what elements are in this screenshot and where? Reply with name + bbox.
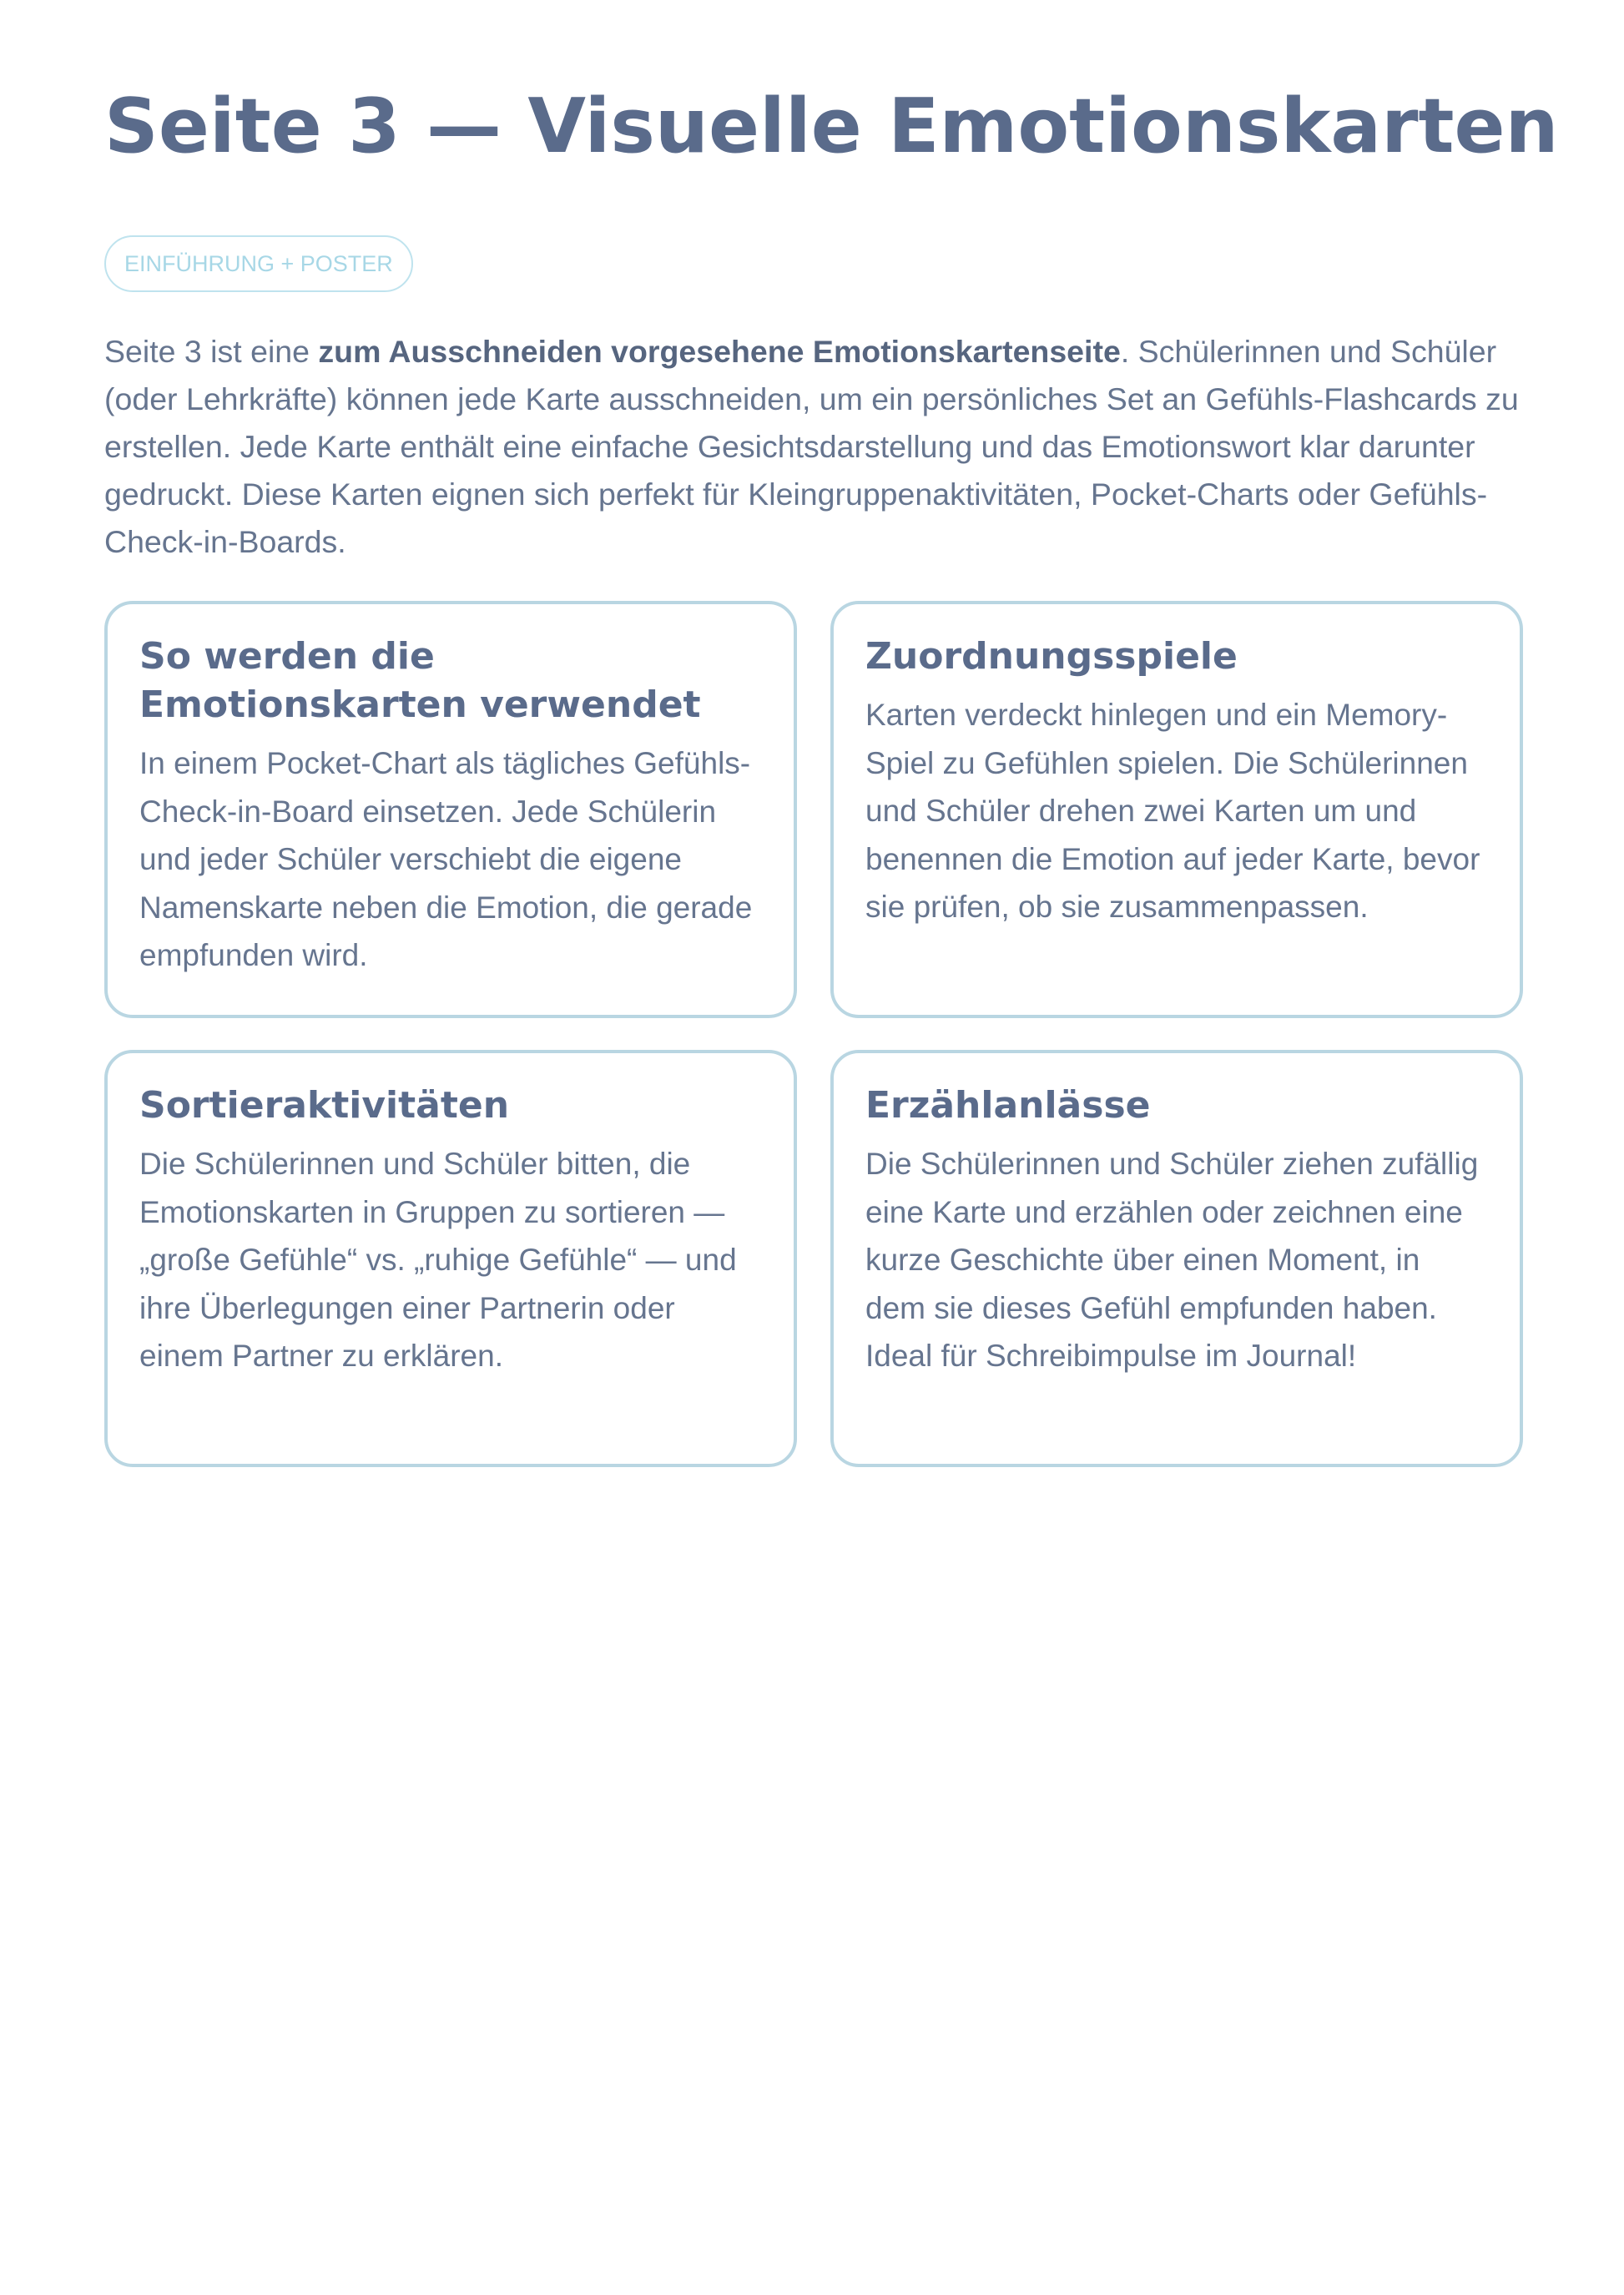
card-sortieraktivitaeten [104, 1050, 797, 1467]
card-title: Sortieraktivitäten [139, 1084, 510, 1127]
card-erzaehlanlaesse [830, 1050, 1523, 1467]
card-title: Zuordnungsspiele [865, 635, 1238, 678]
section-tag-badge: EINFÜHRUNG + POSTER [104, 235, 413, 292]
card-title: So werden die Emotionskarten verwendet [139, 635, 701, 726]
card-text: Die Schülerinnen und Schüler bitten, die Emotionskarten in Gruppen zu sortieren — „große Gefühle“ vs. „ruhige Gefühle“ — und ihre Überlegungen einer Partnerin oder einem Partner zu erklären. [139, 1147, 737, 1373]
intro-suffix: . Schülerinnen und Schüler (oder Lehrkräfte) können jede Karte ausschneiden, um ein persönliches Set an Gefühls-Flashcards zu erstellen. Jede Karte enthält eine einfache Gesichtsdarstellung und das Emotionswort klar darunter gedruckt. Diese Karten eignen sich perfekt für Kleingruppenaktivitäten, Pocket-Charts oder Gefühls-Check-in-Boards. [104, 334, 1519, 559]
intro-bold-phrase: zum Ausschneiden vorgesehene Emotionskartenseite [318, 334, 1121, 369]
card-emotionskarten-verwenden [104, 601, 797, 1018]
intro-prefix: Seite 3 ist eine [104, 334, 319, 369]
card-title: Erzählanlässe [865, 1084, 1151, 1127]
card-zuordnungsspiele [830, 601, 1523, 1018]
card-text: Karten verdeckt hinlegen und ein Memory-Spiel zu Gefühlen spielen. Die Schülerinnen und Schüler drehen zwei Karten um und benennen die Emotion auf jeder Karte, bevor sie prüfen, ob sie zusammenpassen. [865, 698, 1480, 924]
intro-paragraph [104, 328, 1523, 566]
page-title: Seite 3 — Visuelle Emotionskarten [104, 83, 1559, 170]
card-text: Die Schülerinnen und Schüler ziehen zufällig eine Karte und erzählen oder zeichnen eine kurze Geschichte über einen Moment, in dem sie dieses Gefühl empfunden haben. Ideal für Schreibimpulse im Journal! [865, 1147, 1479, 1373]
card-text: In einem Pocket-Chart als tägliches Gefühls-Check-in-Board einsetzen. Jede Schülerin und jeder Schüler verschiebt die eigene Namenskarte neben die Emotion, die gerade empfunden wird. [139, 746, 753, 972]
